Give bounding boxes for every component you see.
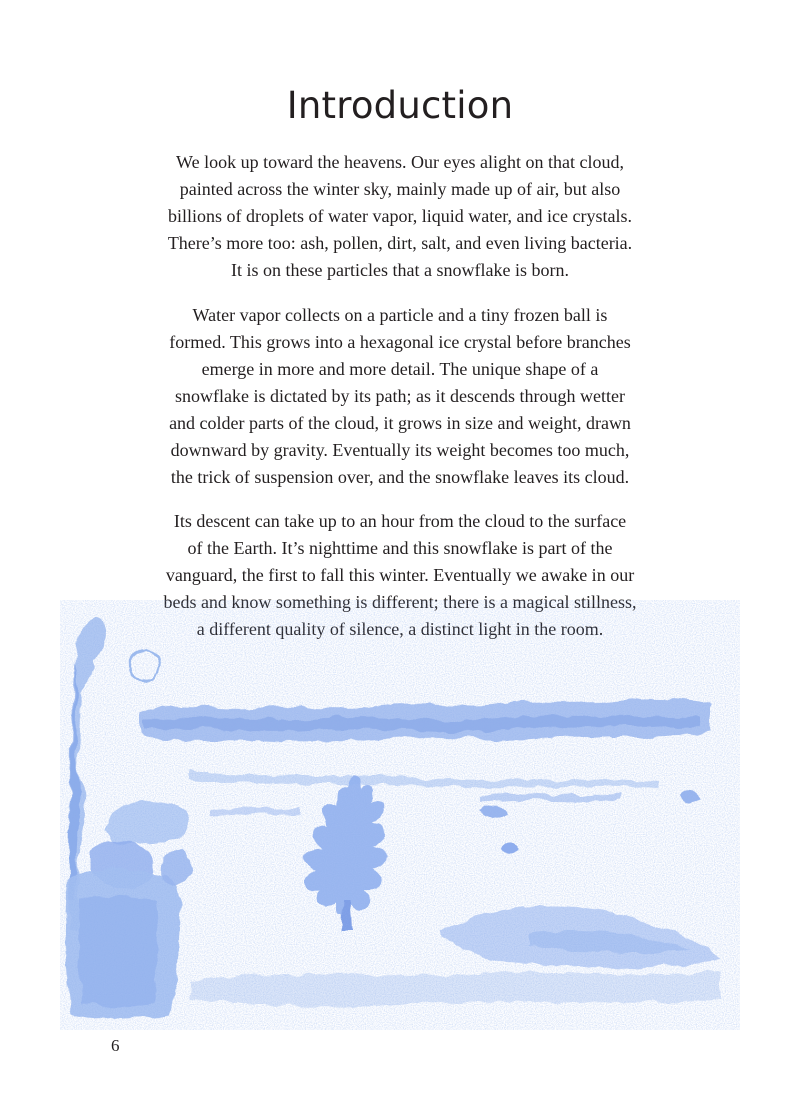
text-line: There’s more too: ash, pollen, dirt, salt, and even living bacteria. [167,233,633,253]
text-line: of the Earth. It’s nighttime and this snowflake is part of the [187,538,613,558]
text-line: Its descent can take up to an hour from the cloud to the surface [173,511,627,531]
page-title: Introduction [286,84,514,127]
paragraph-2 [120,302,680,491]
text-line: downward by gravity. Eventually its weight becomes too much, [170,440,630,460]
text-line: We look up toward the heavens. Our eyes alight on that cloud, [176,152,624,172]
text-line: Water vapor collects on a particle and a tiny frozen ball is [192,305,608,325]
text-line: and colder parts of the cloud, it grows in size and weight, drawn [169,413,631,433]
text-line: It is on these particles that a snowflake is born. [231,260,569,280]
paragraph-1 [120,149,680,284]
text-line: the trick of suspension over, and the snowflake leaves its cloud. [170,467,630,487]
winter-landscape-illustration [60,600,740,1030]
text-line: painted across the winter sky, mainly made up of air, but also [179,179,621,199]
page-number: 6 [111,1036,120,1055]
text-line: formed. This grows into a hexagonal ice crystal before branches [169,332,631,352]
text-line: snowflake is dictated by its path; as it descends through wetter [175,386,625,406]
text-line: billions of droplets of water vapor, liquid water, and ice crystals. [168,206,632,226]
text-line: emerge in more and more detail. The unique shape of a [201,359,599,379]
text-line: vanguard, the first to fall this winter. Eventually we awake in our [165,565,635,585]
